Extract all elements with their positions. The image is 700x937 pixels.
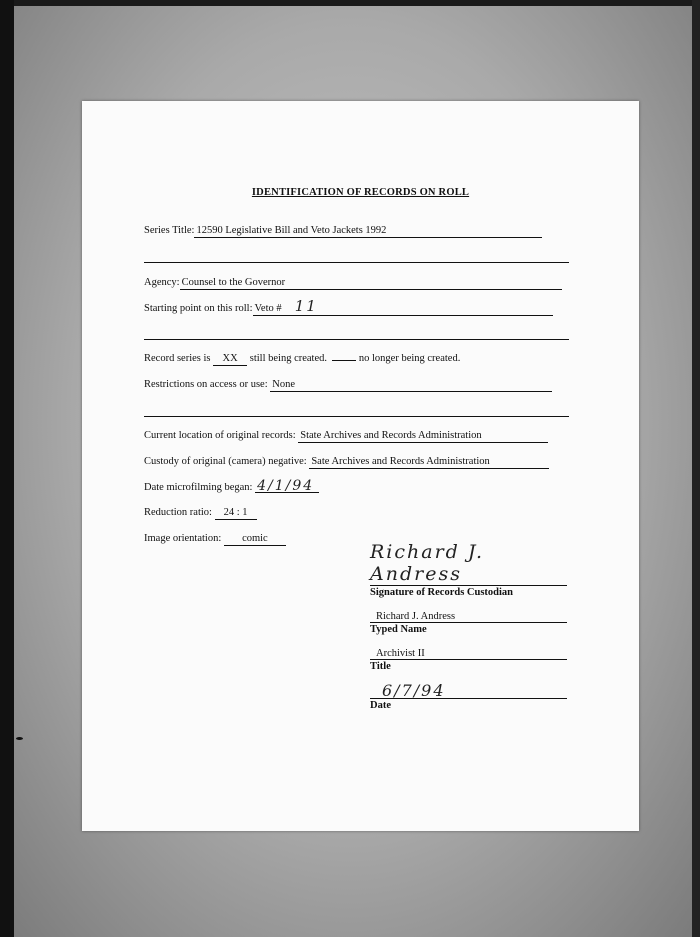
film-edge-left (0, 0, 14, 937)
typed-name-caption: Typed Name (370, 624, 427, 635)
reduction-row (144, 507, 257, 520)
date-caption: Date (370, 700, 391, 711)
form-title: IDENTIFICATION OF RECORDS ON ROLL (251, 187, 470, 198)
no-longer-mark (332, 360, 356, 361)
title-caption: Title (370, 661, 391, 672)
series-title-value: 12590 Legislative Bill and Veto Jackets 1992 (194, 225, 542, 238)
reduction-label: Reduction ratio: (144, 507, 212, 518)
film-edge-right (692, 0, 700, 937)
record-series-row (144, 353, 460, 366)
orientation-row (144, 533, 286, 546)
reduction-value: 24 : 1 (215, 507, 257, 520)
film-speck (16, 737, 23, 740)
starting-point-field (253, 297, 553, 316)
current-location-label: Current location of original records: (144, 430, 296, 441)
orientation-value: comic (224, 533, 286, 546)
typed-name-value: Richard J. Andress (376, 611, 456, 622)
starting-point-continuation-line (144, 339, 569, 340)
restrictions-value: None (270, 379, 552, 392)
series-title-row (144, 225, 542, 238)
custody-row (144, 456, 549, 469)
starting-point-handwritten: 11 (294, 297, 318, 315)
record-series-label: Record series is (144, 353, 211, 364)
signature-line (370, 541, 567, 586)
custody-label: Custody of original (camera) negative: (144, 456, 307, 467)
date-began-row (144, 480, 319, 493)
still-being-created-label: still being created. (249, 353, 327, 364)
signature-block (370, 541, 567, 711)
date-value: 6/7/94 (382, 681, 446, 700)
record-series-still-mark: XX (213, 353, 247, 366)
title-value: Archivist II (376, 648, 425, 659)
agency-label: Agency: (144, 277, 180, 288)
custody-value: Sate Archives and Records Administration (309, 456, 549, 469)
current-location-value: State Archives and Records Administration (298, 430, 548, 443)
agency-value: Counsel to the Governor (180, 277, 562, 290)
series-title-label: Series Title: (144, 225, 195, 236)
starting-point-label: Starting point on this roll: (144, 303, 253, 314)
typed-name-line (370, 608, 567, 623)
current-location-row (144, 430, 548, 443)
film-edge-top (0, 0, 700, 6)
date-began-label: Date microfilming began: (144, 482, 253, 493)
orientation-label: Image orientation: (144, 533, 222, 544)
custodian-signature: Richard J. Andress (370, 541, 485, 585)
records-form-sheet (82, 101, 639, 831)
date-began-value: 4/1/94 (255, 480, 319, 493)
starting-point-value: Veto # (254, 303, 282, 314)
restrictions-row (144, 379, 552, 392)
restrictions-label: Restrictions on access or use: (144, 379, 268, 390)
no-longer-being-created-label: no longer being created. (358, 353, 461, 364)
title-line (370, 645, 567, 660)
agency-row (144, 277, 562, 290)
series-title-continuation-line (144, 262, 569, 263)
date-line (370, 678, 567, 699)
signature-caption: Signature of Records Custodian (370, 587, 514, 598)
restrictions-continuation-line (144, 416, 569, 417)
starting-point-row (144, 297, 553, 316)
